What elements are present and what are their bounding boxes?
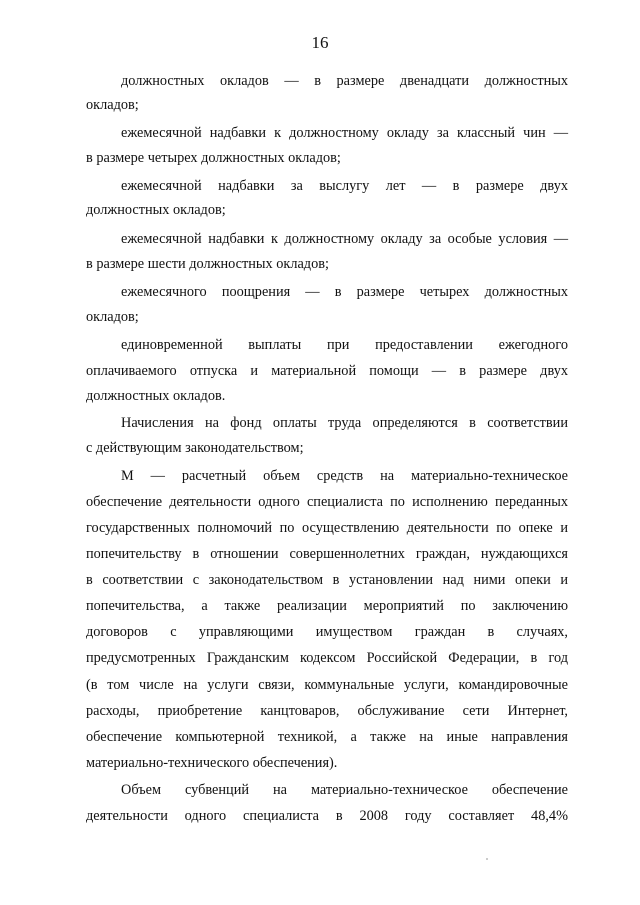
text-line: с действующим законодательством; [86, 440, 304, 456]
text-line: Объем субвенций на материально-техническое обеспечение [121, 782, 568, 798]
text-line: в размере шести должностных окладов; [86, 256, 329, 272]
text-line: обеспечение деятельности одного специалиста по исполнению переданных [86, 494, 568, 510]
text-line: Начисления на фонд оплаты труда определяются в соответствии [121, 415, 568, 431]
text-line: государственных полномочий по осуществлению деятельности по опеке и [86, 520, 568, 536]
text-line: (в том числе на услуги связи, коммунальные услуги, командировочные [86, 677, 568, 693]
text-line: ежемесячной надбавки за выслугу лет — в размере двух [121, 178, 568, 194]
scan-speck [486, 858, 488, 860]
text-line: должностных окладов; [86, 202, 226, 218]
text-line: в размере четырех должностных окладов; [86, 150, 341, 166]
text-line: должностных окладов. [86, 388, 226, 404]
text-line: попечительства, а также реализации мероприятий по заключению [86, 598, 568, 614]
text-line: единовременной выплаты при предоставлении ежегодного [121, 337, 568, 353]
text-line: оплачиваемого отпуска и материальной помощи — в размере двух [86, 363, 568, 379]
text-line: расходы, приобретение канцтоваров, обслуживание сети Интернет, [86, 703, 568, 719]
text-line: ежемесячной надбавки к должностному окладу за особые условия — [121, 231, 568, 247]
text-line: деятельности одного специалиста в 2008 году составляет 48,4% [86, 808, 568, 824]
text-line: в соответствии с законодательством в установлении над ними опеки и [86, 572, 568, 588]
text-line: ежемесячного поощрения — в размере четырех должностных [121, 284, 568, 300]
text-line: материально-технического обеспечения). [86, 755, 338, 771]
text-line: окладов; [86, 309, 139, 325]
text-line: М — расчетный объем средств на материально-техническое [121, 468, 568, 484]
text-line: попечительству в отношении совершеннолетних граждан, нуждающихся [86, 546, 568, 562]
text-line: договоров с управляющими имуществом граждан в случаях, [86, 624, 568, 640]
text-line: должностных окладов — в размере двенадцати должностных [121, 73, 568, 89]
text-line: предусмотренных Гражданским кодексом Российской Федерации, в год [86, 650, 568, 666]
text-line: окладов; [86, 97, 139, 113]
text-line: обеспечение компьютерной техникой, а также на иные направления [86, 729, 568, 745]
text-line: ежемесячной надбавки к должностному окладу за классный чин — [121, 125, 568, 141]
page-number: 16 [311, 33, 329, 52]
